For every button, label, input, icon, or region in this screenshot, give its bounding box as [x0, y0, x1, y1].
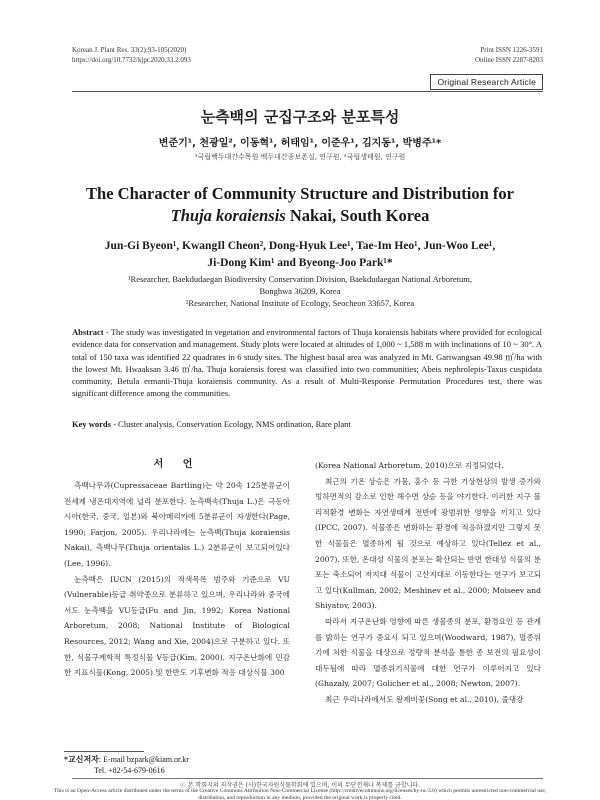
- korean-affiliation: ¹국립백두대간수목원 백두대간종보존실, 연구원, ²국립생태원, 연구원: [194, 153, 406, 161]
- copyright-notice: ⓒ 본 학회지의 저작권은 (사)한국자원식물학회에 있으며, 이의 무단전재나 복제를 금합니다.: [179, 782, 421, 789]
- english-title-rest: Nakai, South Korea: [289, 206, 430, 225]
- footnote-email[interactable]: : E-mail bzpark@kiam.or.kr: [98, 755, 189, 764]
- paragraph: 눈측백은 IUCN (2015)의 적색목록 범주와 기준으로 VU (Vulnerable)등급 취약종으로 분류하고 있으며, 우리나라와 중국에서도 눈측백을 VU등급(Fu and Jin, 1992; Korea National Arboretum, 2008; National Institute of Biological Resources, 2012; Wang and Xie, 2004)으로 구분하고 있다. 또한, 식물구계학적 특정식물 V등급(Kim, 2000), 지구온난화에 민감한 지표식물(Kong, 2005) 및 한반도 기후변화 적응 대상식물 300: [64, 574, 290, 678]
- abstract-text: - The study was investigated in vegetation and environmental factors of Thuja koraiensis habitats where provided for ecological evidence data for conservation and management. Study plots were located at altitudes of 1,000 ~ 1,588 m with inclinations of 10 ~ 30°. A total of 150 taxa was identified 22 quadrates in 6 study sites. The highest basal area was analyzed in Mt. Gariwangsan 49.98 ㎡/ha with the lowest Mt. Hwaaksan 3.46 ㎡/ha. Thuja koraiensis forest was classified into two communities; Abeis nephrolepis-Taxus cuspidata community, Betula ermanii-Thuja koraiensis community. As a result of Multi-Response Permutation Procedures test, there was significant difference among the communities.: [72, 327, 542, 399]
- print-issn: Print ISSN 1226-3591: [480, 46, 543, 54]
- english-authors: [60, 238, 540, 272]
- english-authors-line1: Jun-Gi Byeon¹, KwangIl Cheon², Dong-Hyuk Lee¹, Tae-Im Heo¹, Jun-Woo Lee¹,: [104, 240, 496, 252]
- korean-title: 눈측백의 군집구조와 분포특성: [200, 108, 400, 126]
- keywords: [72, 418, 542, 430]
- footnote-divider: [64, 751, 144, 752]
- affiliation-line2: Bonghwa 36209, Korea: [259, 286, 341, 296]
- abstract: [72, 326, 542, 400]
- paragraph: 따라서 지구온난화 영향에 따른 생물종의 분포, 환경요인 등 관계를 밝히는 연구가 중요시 되고 있으며(Woodward, 1987), 멸종위기에 처한 식물을 대상으로 정량적 분석을 통한 종 보전의 필요성이 대두됨에 따라 멸종위기식물에 대한 연구가 이루어지고 있다(Ghazaly, 2007; Golicher et al., 2008; Newton, 2007).: [315, 616, 541, 689]
- journal-header: [72, 45, 191, 65]
- journal-citation: Korean J. Plant Res. 33(2):93-105(2020): [72, 46, 187, 54]
- korean-authors: 변준기¹, 천광일², 이동혁¹, 허태임¹, 이준우¹, 김지동¹, 박병주¹*: [158, 138, 442, 149]
- section-heading-introduction: 서 언: [153, 459, 201, 470]
- article-type-badge: Original Research Article: [430, 74, 543, 90]
- english-title: [0, 183, 600, 227]
- english-authors-line2: Ji-Dong Kim¹ and Byeong-Joo Park¹*: [207, 257, 393, 269]
- header-divider: [72, 91, 543, 92]
- open-access-statement: This is an Open-Access article distributed under the terms of the Creative Commons Attribution Non-Commercial License (http://creativecommons.org/licenses/by-nc/3.0) which permits unrestricted non-commercial use, distribution, and reproduction in any medium, provided the original work is properly cited.: [53, 788, 547, 800]
- english-title-line2: [0, 205, 600, 227]
- body-column-left: [64, 458, 290, 681]
- footer-divider: [72, 778, 543, 779]
- body-column-right: [315, 458, 541, 708]
- affiliation-line1: ¹Researcher, Baekdudaegan Biodiversity Conservation Division, Baekdudaegan National Arboretum,: [127, 274, 472, 284]
- paragraph: (Korea National Arboretum, 2010)으로 지정되었다.: [315, 461, 504, 470]
- footnote-label: *교신저자: [64, 755, 99, 764]
- abstract-label: Abstract: [72, 327, 104, 337]
- affiliation-line3: ²Researcher, National Institute of Ecology, Seocheon 33657, Korea: [185, 298, 415, 308]
- doi-link[interactable]: https://doi.org/10.7732/kjpr.2020.33.2.093: [72, 56, 191, 64]
- keywords-text: - Cluster analysis, Conservation Ecology, NMS ordination, Rare plant: [113, 419, 351, 429]
- english-affiliation: [70, 273, 530, 309]
- online-issn: Online ISSN 2287-8203: [474, 56, 543, 64]
- english-title-line1: The Character of Community Structure and Distribution for: [86, 184, 514, 203]
- issn-block: [475, 45, 543, 65]
- paragraph: 최근의 기온 상승은 가뭄, 홍수 등 극한 기상현상의 발생 증가와 빙하면적의 감소로 인한 해수면 상승 등을 야기한다. 이러한 지구 물리적환경 변화는 자연생태계 전반에 광범위한 영향을 끼치고 있다(IPCC, 2007). 식물종은 변화하는 환경에 적응하겠지만 그렇지 못한 식물들은 멸종하게 될 것으로 예상하고 있다(Tellez et al., 2007). 또한, 온대성 식물의 분포는 확산되는 반면 한대성 식물의 분포는 축소되어 저지대 식물이 고산지대로 이동한다는 연구가 보고되고 있다(Kullman, 2002; Meshinev et al., 2000; Moiseev and Shiyatov, 2003).: [315, 476, 541, 611]
- footnote-tel: Tel. +82-54-679-0616: [94, 766, 165, 775]
- paragraph: 최근 우리나라에서도 왕제비꽃(Song et al., 2010), 줄댕강: [325, 694, 524, 704]
- corresponding-author-footnote: [64, 754, 189, 776]
- keywords-label: Key words: [72, 419, 111, 429]
- paragraph: 측백나무과(Cupressaceae Bartling)는 약 20속 125분류군이 전세계 냉온대지역에 널리 분포한다. 눈측백속(Thuja L.)은 극동아시아(한국, 중국, 일본)와 북아메리카에 5분류군이 자생한다(Page, 1990; Farjon, 2005). 우리나라에는 눈측백(Thuja koraiensis Nakai), 측백나무(Thuja orientalis L.) 2분류군이 보고되어있다(Lee, 1996).: [64, 481, 290, 568]
- species-name: Thuja koraiensis: [170, 206, 286, 225]
